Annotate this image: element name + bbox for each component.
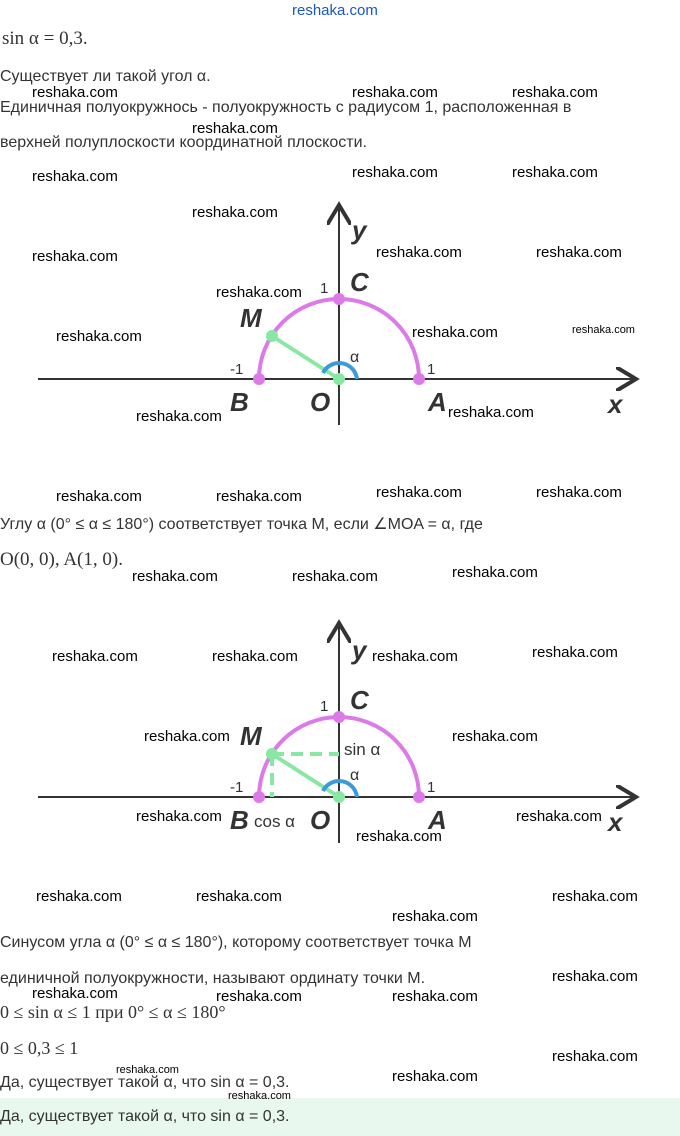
watermark: reshaka.com	[448, 404, 534, 421]
watermark: reshaka.com	[532, 644, 618, 661]
label-o: O	[310, 387, 331, 417]
tick-1-right: 1	[427, 779, 436, 796]
y-axis-label: y	[352, 215, 367, 245]
x-axis-label: x	[608, 389, 623, 419]
watermark: reshaka.com	[376, 244, 462, 261]
label-a: A	[428, 387, 447, 417]
definition-line-2: верхней полуплоскости координатной плоскости.	[0, 134, 367, 151]
tick-1-top: 1	[320, 698, 329, 715]
label-m: M	[240, 303, 262, 333]
watermark: reshaka.com	[536, 244, 622, 261]
label-o: O	[310, 805, 331, 835]
watermark: reshaka.com	[512, 164, 598, 181]
watermark: reshaka.com	[216, 988, 302, 1005]
point-m	[266, 330, 278, 342]
sine-definition-line-1: Синусом угла α (0° ≤ α ≤ 180°), которому соответствует точка M	[0, 934, 472, 951]
radius-om	[272, 754, 339, 797]
definition-line-1: Единичная полуокружнось - полуокружность с радиусом 1, расположенная в	[0, 99, 572, 116]
watermark: reshaka.com	[132, 568, 218, 585]
watermark: reshaka.com	[212, 648, 298, 665]
watermark: reshaka.com	[452, 564, 538, 581]
x-axis-label: x	[608, 807, 623, 837]
alpha-label: α	[350, 349, 360, 366]
watermark: reshaka.com	[352, 164, 438, 181]
point-b	[253, 373, 265, 385]
watermark: reshaka.com	[392, 1068, 478, 1085]
inequality-1: 0 ≤ sin α ≤ 1 при 0° ≤ α ≤ 180°	[0, 1002, 226, 1022]
watermark: reshaka.com	[536, 484, 622, 501]
tick-1-top: 1	[320, 280, 329, 297]
given-text: sin α = 0,3.	[2, 28, 88, 49]
watermark: reshaka.com	[32, 985, 118, 1002]
label-c: C	[350, 685, 369, 715]
watermark: reshaka.com	[32, 168, 118, 185]
sine-definition-line-2: единичной полуокружности, называют ординату точки M.	[0, 970, 426, 987]
watermark: reshaka.com	[216, 284, 302, 301]
watermark: reshaka.com	[516, 808, 602, 825]
watermark: reshaka.com	[196, 888, 282, 905]
watermark: reshaka.com	[452, 728, 538, 745]
watermark: reshaka.com	[572, 324, 635, 336]
watermark: reshaka.com	[36, 888, 122, 905]
watermark: reshaka.com	[552, 968, 638, 985]
answer-box	[0, 1098, 680, 1136]
watermark: reshaka.com	[136, 808, 222, 825]
point-a	[413, 791, 425, 803]
correspondence-line-1: Углу α (0° ≤ α ≤ 180°) соответствует точка M, если ∠MOA = α, где	[0, 516, 483, 533]
sin-alpha-label: sin α	[344, 740, 381, 759]
watermark: reshaka.com	[512, 84, 598, 101]
point-c	[333, 711, 345, 723]
conclusion-text: Да, существует такой α, что sin α = 0,3.	[0, 1074, 290, 1091]
correspondence-line-2: O(0, 0), A(1, 0).	[0, 549, 123, 570]
watermark: reshaka.com	[552, 888, 638, 905]
y-axis-label: y	[352, 635, 367, 665]
watermark: reshaka.com	[228, 1090, 291, 1102]
point-a	[413, 373, 425, 385]
watermark: reshaka.com	[372, 648, 458, 665]
label-b: B	[230, 387, 249, 417]
alpha-label: α	[350, 767, 360, 784]
watermark: reshaka.com	[192, 120, 278, 137]
question-text: Существует ли такой угол α.	[0, 68, 211, 85]
radius-om	[272, 336, 339, 379]
point-b	[253, 791, 265, 803]
watermark: reshaka.com	[392, 908, 478, 925]
tick-minus-1: -1	[230, 361, 244, 378]
inequality-2: 0 ≤ 0,3 ≤ 1	[0, 1038, 79, 1058]
watermark: reshaka.com	[56, 328, 142, 345]
watermark: reshaka.com	[412, 324, 498, 341]
watermark: reshaka.com	[216, 488, 302, 505]
watermark: reshaka.com	[144, 728, 230, 745]
label-b: B	[230, 805, 249, 835]
label-a: A	[428, 805, 447, 835]
point-m	[266, 748, 278, 760]
watermark: reshaka.com	[376, 484, 462, 501]
label-m: M	[240, 721, 262, 751]
site-link[interactable]: reshaka.com	[292, 2, 378, 19]
point-c	[333, 293, 345, 305]
watermark: reshaka.com	[356, 828, 442, 845]
watermark: reshaka.com	[52, 648, 138, 665]
point-o	[333, 791, 345, 803]
watermark: reshaka.com	[392, 988, 478, 1005]
label-c: C	[350, 267, 369, 297]
point-o	[333, 373, 345, 385]
watermark: reshaka.com	[32, 248, 118, 265]
cos-alpha-label: cos α	[254, 812, 296, 831]
watermark: reshaka.com	[192, 204, 278, 221]
watermark: reshaka.com	[56, 488, 142, 505]
watermark: reshaka.com	[116, 1064, 179, 1076]
watermark: reshaka.com	[552, 1048, 638, 1065]
watermark: reshaka.com	[352, 84, 438, 101]
watermark: reshaka.com	[136, 408, 222, 425]
watermark: reshaka.com	[292, 568, 378, 585]
tick-minus-1: -1	[230, 779, 244, 796]
unit-semicircle-diagram-1	[0, 195, 680, 435]
tick-1-right: 1	[427, 361, 436, 378]
watermark: reshaka.com	[32, 84, 118, 101]
answer-text: Да, существует такой α, что sin α = 0,3.	[0, 1108, 290, 1125]
